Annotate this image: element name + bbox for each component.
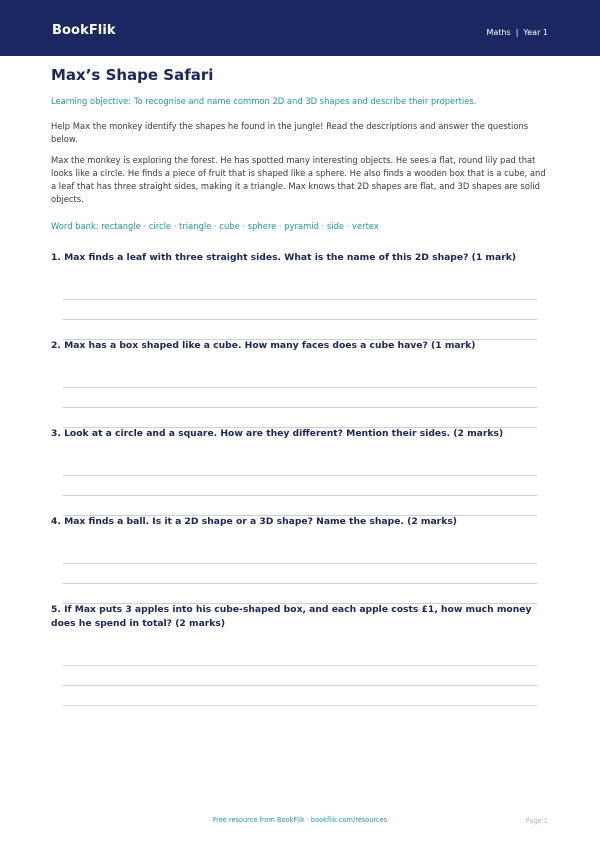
story-text: Max the monkey is exploring the forest. He has spotted many interesting objects. He sees a flat, round lily pad that looks like a circle. He finds a piece of fruit that is shaped like a sphere. He also finds a wooden box that is a cube, and a leaf that has three straight sides, making it a triangle. Max knows that 2D shapes are flat, and 3D shapes are solid objects. [51,155,546,204]
word-bank: Word bank: rectangle · circle · triangle · cube · sphere · pyramid · side · vertex [51,221,379,231]
brand-logo: BookFlik [52,23,116,38]
worksheet-title: Max’s Shape Safari [51,66,214,84]
answer-line[interactable] [63,495,537,496]
answer-line[interactable] [63,685,537,686]
page-header [0,0,600,56]
question-2: 2. Max has a box shaped like a cube. How many faces does a cube have? (1 mark) [51,340,476,351]
intro-text: Help Max the monkey identify the shapes he found in the jungle! Read the descriptions and answer the questions below. [51,121,529,144]
answer-line[interactable] [63,705,537,706]
answer-line[interactable] [63,563,537,564]
subject-label: Maths [486,28,511,37]
header-meta [487,28,548,37]
answer-line[interactable] [63,665,537,666]
footer-credit: Free resource from BookFlik · bookflik.com/resources [212,816,388,824]
answer-line[interactable] [63,387,537,388]
question-1: 1. Max finds a leaf with three straight sides. What is the name of this 2D shape? (1 mark) [51,252,517,263]
answer-line[interactable] [63,319,537,320]
question-5: 5. If Max puts 3 apples into his cube-shaped box, and each apple costs £1, how much money does he spend in total? (2 marks) [51,604,532,629]
answer-line[interactable] [63,407,537,408]
year-label: Year 1 [523,28,548,37]
answer-line[interactable] [63,583,537,584]
learning-objective: Learning objective: To recognise and name common 2D and 3D shapes and describe their properties. [51,96,477,106]
meta-separator: | [515,28,519,37]
question-4: 4. Max finds a ball. Is it a 2D shape or a 3D shape? Name the shape. (2 marks) [51,516,457,527]
answer-line[interactable] [63,475,537,476]
page-number: Page 1 [525,817,548,825]
question-3: 3. Look at a circle and a square. How are they different? Mention their sides. (2 marks) [51,428,504,439]
answer-line[interactable] [63,299,537,300]
